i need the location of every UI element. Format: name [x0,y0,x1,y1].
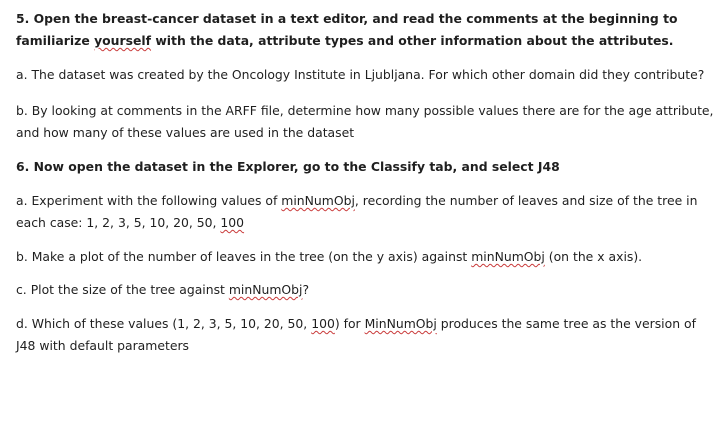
question-6a [16,190,716,234]
question-6a-text: a. Experiment with the following values of [16,193,282,208]
question-6b [16,246,716,268]
spellcheck-word: yourself [94,33,152,48]
question-5-text-end: with the data, attribute types and other information about the attributes. [151,33,674,48]
spellcheck-word: minNumObj [228,282,303,297]
question-6c-text-end: ? [302,282,310,297]
question-6a-text-mid: , recording the number of leaves and size of the tree in each case: 1, 2, 3, 5, 10, 20, 50, [16,193,698,230]
question-5b-text: b. By looking at comments in the ARFF file, determine how many possible values there are for the age attribute, and how many of these values are used in the dataset [16,103,714,140]
question-6b-text-end: (on the x axis). [544,249,643,264]
spellcheck-word: MinNumObj [364,316,437,331]
document-body [16,8,716,357]
question-6c-text: c. Plot the size of the tree against [16,282,229,297]
spellcheck-word: minNumObj [281,193,355,208]
question-6d [16,313,716,357]
question-6d-text-mid: ) for [334,316,365,331]
question-6-text: 6. Now open the dataset in the Explorer, go to the Classify tab, and select J48 [16,159,560,174]
spellcheck-word: minNumObj [471,249,545,264]
question-5 [16,8,716,52]
question-6d-text: d. Which of these values (1, 2, 3, 5, 10, 20, 50, [16,316,312,331]
question-5a [16,64,716,86]
question-6c [16,279,716,301]
question-5a-text: a. The dataset was created by the Oncology Institute in Ljubljana. For which other domain did they contribute? [16,67,705,82]
spellcheck-word: 100 [311,316,335,331]
question-6d-text-end: produces the same tree as the version of J48 with default parameters [16,316,696,353]
question-5-text: 5. Open the breast-cancer dataset in a text editor, and read the comments at the beginning to familiarize [16,11,678,48]
spellcheck-word: 100 [220,215,245,230]
question-5b [16,100,716,144]
question-6b-text: b. Make a plot of the number of leaves in the tree (on the y axis) against [16,249,472,264]
question-6 [16,156,716,178]
